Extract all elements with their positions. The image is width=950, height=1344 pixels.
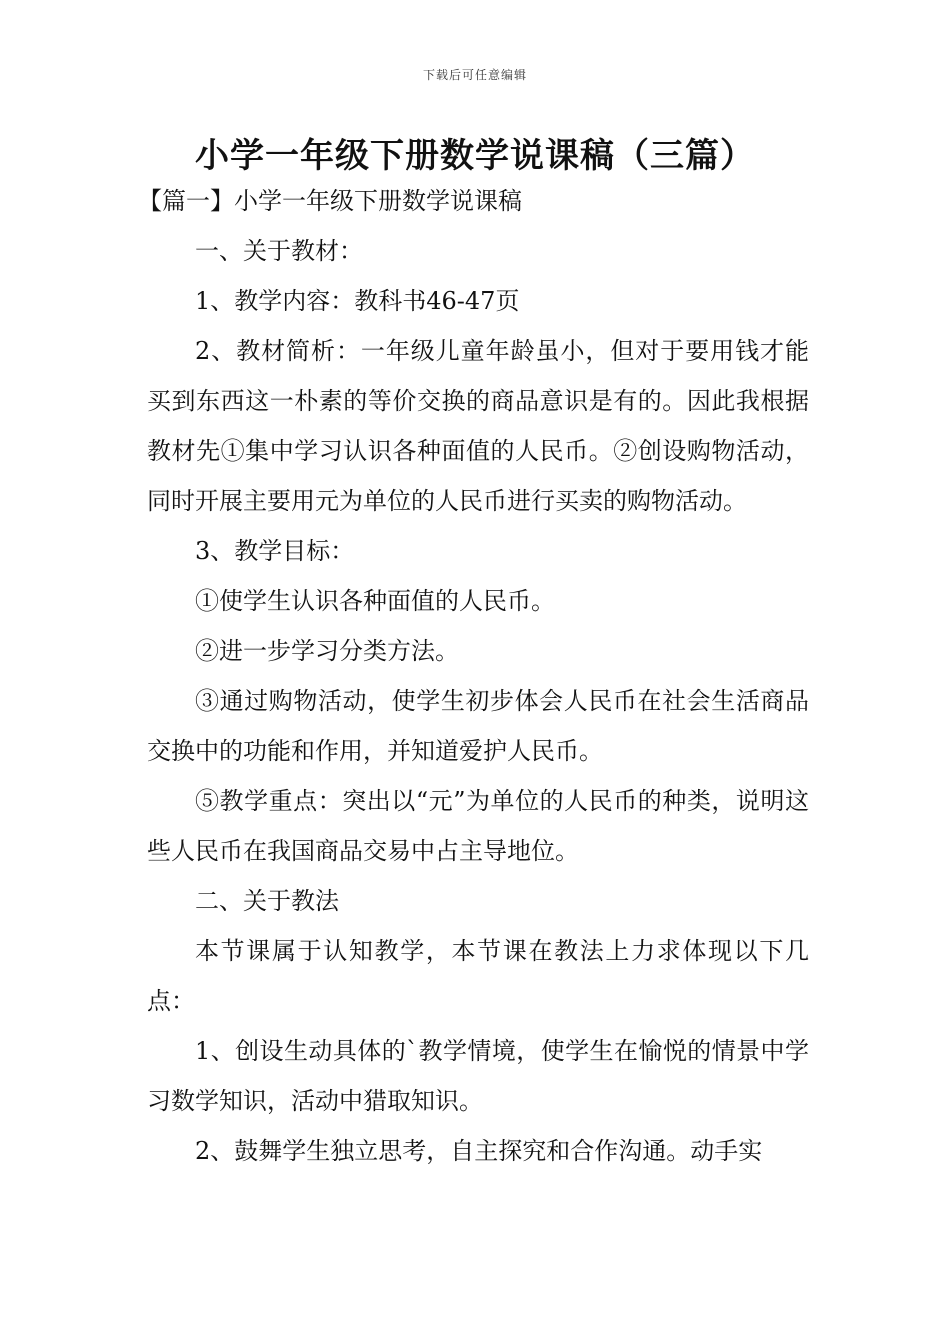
paragraph-teaching-method-heading: 二、关于教法 [195,887,339,915]
document-body [138,176,809,1176]
paragraph-method-intro: 本节课属于认知教学，本节课在教法上力求体现以下几点： [147,937,809,1015]
document-title: 小学一年级下册数学说课稿（三篇） [195,136,755,176]
paragraph-goal-3: ③通过购物活动，使学生初步体会人民币在社会生活商品交换中的功能和作用，并知道爱护人民币。 [147,687,809,765]
paragraph-goal-2: ②进一步学习分类方法。 [195,637,459,665]
paragraph-method-2: 2、鼓舞学生独立思考，自主探究和合作沟通。动手实 [195,1137,763,1165]
paragraph-textbook-heading: 一、关于教材： [195,237,363,265]
paragraph-method-1: 1、创设生动具体的`教学情境，使学生在愉悦的情景中学习数学知识，活动中猎取知识。 [147,1037,809,1115]
paragraph-teaching-goals-heading: 3、教学目标： [195,537,355,565]
paragraph-textbook-analysis: 2、教材简析：一年级儿童年龄虽小，但对于要用钱才能买到东西这一朴素的等价交换的商品意识是有的。因此我根据教材先①集中学习认识各种面值的人民币。②创设购物活动，同时开展主要用元为单位的人民币进行买卖的购物活动。 [147,337,809,515]
header-note: 下载后可任意编辑 [422,68,527,82]
paragraph-key-point: ⑤教学重点：突出以“元”为单位的人民币的种类，说明这些人民币在我国商品交易中占主导地位。 [147,787,809,865]
paragraph-teaching-content: 1、教学内容：教科书46-47页 [195,287,520,315]
paragraph-goal-1: ①使学生认识各种面值的人民币。 [195,587,555,615]
section-heading: 【篇一】小学一年级下册数学说课稿 [138,187,522,215]
